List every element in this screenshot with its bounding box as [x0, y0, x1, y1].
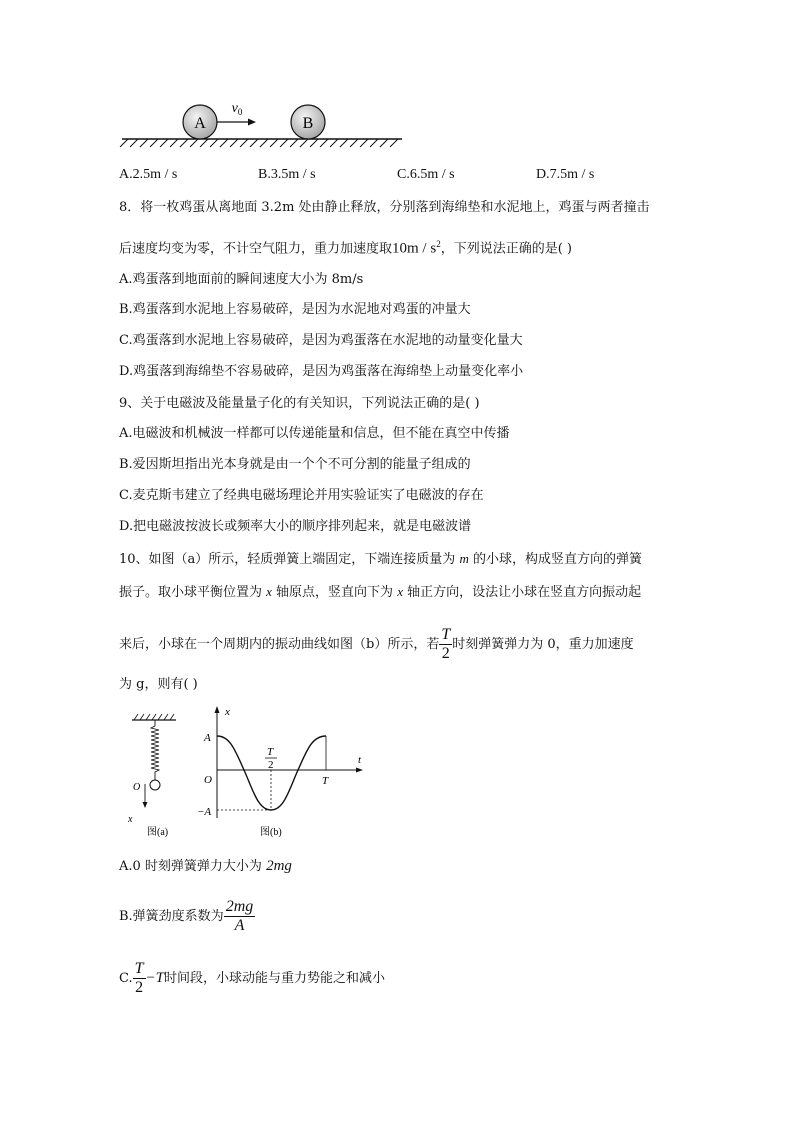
- fig-b-label-T2-num: T: [267, 746, 274, 758]
- q10-stem-line2: 振子。取小球平衡位置为 x 轴原点，竖直向下为 x 轴正方向，设法让小球在竖直方向振动起: [119, 584, 642, 600]
- q10-stem-line3: 来后，小球在一个周期内的振动曲线如图（b）所示，若 $\frac{T}{2}$ 时刻弹簧弹力为 0，重力加速度: [119, 626, 634, 662]
- fig-b-t-axis-arrow: [356, 768, 363, 773]
- q9-stem: 9、关于电磁波及能量量子化的有关知识，下列说法正确的是( ): [119, 396, 480, 411]
- spring-coil: [151, 720, 159, 780]
- fig-a-origin-label: O: [133, 782, 141, 793]
- q10-option-a: A.0 时刻弹簧弹力大小为 2mg: [119, 858, 292, 874]
- fig-b-label-T2-den: 2: [268, 759, 274, 771]
- ground-hatching: [120, 139, 398, 147]
- fig-b-axis-x-label: x: [225, 706, 230, 718]
- ceiling-hatching: [134, 714, 174, 720]
- velocity-arrow-head: [248, 119, 256, 126]
- q7-option-d: D.7.5m / s: [536, 167, 595, 182]
- fig-b-caption: 图(b): [260, 827, 282, 838]
- fig-b-label-A: A: [204, 732, 211, 744]
- fraction-2mg-over-a: $\frac{2mg}{A}$: [225, 898, 254, 934]
- fig-b-label-O: O: [204, 774, 212, 786]
- fig-a-x-label: x: [128, 814, 133, 825]
- q8-option-b: B.鸡蛋落到水泥地上容易破碎，是因为水泥地对鸡蛋的冲量大: [119, 302, 471, 317]
- fig-b-x-axis-arrow: [215, 706, 220, 713]
- q8-option-c: C.鸡蛋落到水泥地上容易破碎，是因为鸡蛋落在水泥地的动量变化量大: [119, 333, 523, 348]
- fraction-t-over-2: $\frac{T}{2}$: [441, 626, 451, 662]
- fig-b-label-T: T: [322, 775, 329, 787]
- figure-b-vibration-curve: [195, 700, 370, 845]
- fig-a-caption: 图(a): [147, 827, 169, 838]
- fig-b-label-negA: −A: [197, 806, 212, 818]
- q8-stem-line1: 8．将一枚鸡蛋从离地面 3.2m 处由静止释放，分别落到海绵垫和水泥地上，鸡蛋与两者撞击: [119, 200, 650, 215]
- q8-stem-line2: 后速度均变为零，不计空气阻力，重力加速度取$10m / s^2$，下列说法正确的是( ): [119, 239, 572, 257]
- q7-option-b: B.3.5m / s: [258, 167, 316, 182]
- q10-option-b: B.弹簧劲度系数为 $\frac{2mg}{A}$: [119, 898, 254, 934]
- q10-option-c: C. $\frac{T}{2}$ −T时间段，小球动能与重力势能之和减小: [119, 960, 386, 996]
- q8-option-a: A.鸡蛋落到地面前的瞬间速度大小为 8m/s: [119, 272, 364, 287]
- q10-stem-line1: 10、如图（a）所示，轻质弹簧上端固定，下端连接质量为 m 的小球，构成竖直方向的弹簧: [119, 551, 642, 567]
- figure-a-spring: [120, 710, 200, 840]
- fraction-t-over-2-c: $\frac{T}{2}$: [134, 960, 144, 996]
- q7-option-c: C.6.5m / s: [397, 167, 455, 182]
- q7-option-a: A.2.5m / s: [119, 167, 178, 182]
- ball-b-label: B: [302, 115, 314, 132]
- oscillator-ball: [150, 780, 160, 790]
- ball-a-label: A: [194, 115, 206, 132]
- fig-a-x-arrow: [143, 802, 148, 808]
- fig-b-axis-t-label: t: [358, 754, 362, 766]
- q9-option-a: A.电磁波和机械波一样都可以传递能量和信息，但不能在真空中传播: [119, 426, 510, 441]
- q9-option-d: D.把电磁波按波长或频率大小的顺序排列起来，就是电磁波谱: [119, 519, 472, 534]
- q9-option-c: C.麦克斯韦建立了经典电磁场理论并用实验证实了电磁波的存在: [119, 488, 484, 503]
- velocity-label: $v_0$: [231, 101, 243, 117]
- q9-option-b: B.爱因斯坦指出光本身就是由一个个不可分割的能量子组成的: [119, 457, 471, 472]
- q8-option-d: D.鸡蛋落到海绵垫不容易破碎，是因为鸡蛋落在海绵垫上动量变化率小: [119, 364, 524, 379]
- collision-figure: [110, 96, 410, 148]
- q10-stem-line4: 为 g，则有( ): [119, 677, 198, 692]
